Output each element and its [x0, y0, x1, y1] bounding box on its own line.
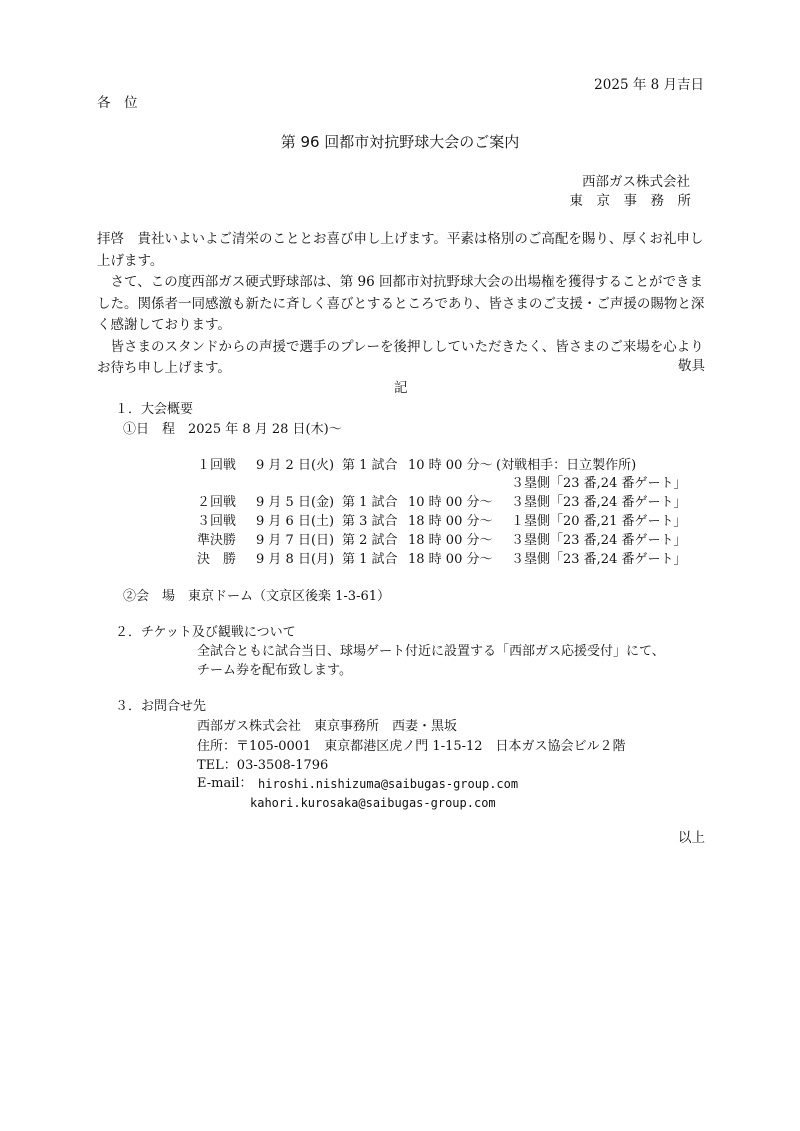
game-note: ３塁側「23 番,24 番ゲート」	[511, 495, 687, 510]
ticket-line: チーム券を配布致します。	[197, 663, 352, 678]
game-note: ３塁側「23 番,24 番ゲート」	[511, 476, 687, 491]
closing-keigu: 敬具	[678, 358, 705, 374]
game-round: 決 勝	[197, 552, 237, 567]
game-note: ３塁側「23 番,24 番ゲート」	[511, 552, 687, 567]
game-round: ３回戦	[197, 514, 237, 529]
email-link[interactable]: hiroshi.nishizuma@saibugas-group.com	[258, 777, 519, 791]
game-round: ２回戦	[197, 495, 237, 510]
game-note: (対戦相手：日立製作所)	[496, 458, 637, 473]
sender-company: 西部ガス株式会社	[582, 174, 690, 190]
game-match: 第 1 試合	[342, 458, 398, 473]
sender-office: 東 京 事 務 所	[569, 193, 691, 209]
game-note: １塁側「20 番,21 番ゲート」	[511, 514, 687, 529]
game-date: 9 月 6 日(土)	[256, 514, 335, 529]
game-time: 18 時 00 分～	[408, 552, 493, 567]
game-round: 準決勝	[197, 533, 237, 548]
document-date: 2025 年 8 月吉日	[594, 77, 704, 93]
body-paragraph: 皆さまのスタンドからの声援で選手のプレーを後押ししていただきたく、皆さまのご来場を心よりお待ち申し上げます。	[97, 338, 704, 376]
body-paragraph: さて、この度西部ガス硬式野球部は、第 96 回都市対抗野球大会の出場権を獲得することができました。関係者一同感激も新たに斉しく喜びとするところであり、皆さまのご支援・ご声援の賜物と深く感謝しております。	[97, 274, 705, 333]
game-match: 第 1 試合	[342, 495, 398, 510]
contact-tel: TEL：03-3508-1796	[197, 758, 329, 773]
game-note: ３塁側「23 番,24 番ゲート」	[511, 533, 687, 548]
game-match: 第 2 試合	[342, 533, 398, 548]
game-time: 18 時 00 分～	[408, 533, 493, 548]
venue: ②会 場 東京ドーム（文京区後楽 1-3-61）	[123, 589, 391, 604]
game-time: 18 時 00 分～	[408, 514, 493, 529]
game-date: 9 月 5 日(金)	[256, 495, 335, 510]
game-round: １回戦	[197, 458, 237, 473]
ticket-line: 全試合ともに試合当日、球場ゲート付近に設置する「西部ガス応援受付」にて、	[197, 644, 665, 659]
section3-heading: ３．お問合せ先	[115, 699, 207, 714]
game-time: 10 時 00 分～	[408, 458, 493, 473]
game-date: 9 月 8 日(月)	[256, 552, 335, 567]
game-match: 第 3 試合	[342, 514, 398, 529]
section1-heading: １．大会概要	[115, 402, 194, 417]
email-label: E-mail：	[197, 776, 253, 791]
ki-marker: 記	[394, 380, 408, 396]
document-title: 第 96 回都市対抗野球大会のご案内	[280, 133, 520, 151]
letter-body	[97, 229, 709, 380]
addressee: 各 位	[97, 95, 138, 111]
game-date: 9 月 7 日(日)	[256, 533, 335, 548]
closing-ijo: 以上	[678, 830, 705, 846]
contact-name: 西部ガス株式会社 東京事務所 西妻・黒坂	[197, 719, 458, 734]
email-link[interactable]: kahori.kurosaka@saibugas-group.com	[250, 796, 496, 810]
contact-address: 住所：〒105-0001 東京都港区虎ノ門 1-15-12 日本ガス協会ビル２階	[197, 739, 626, 754]
game-date: 9 月 2 日(火)	[256, 458, 335, 473]
game-match: 第 1 試合	[342, 552, 398, 567]
body-paragraph: 拝啓 貴社いよいよご清栄のこととお喜び申し上げます。平素は格別のご高配を賜り、厚くお礼申し上げます。	[97, 231, 704, 269]
game-time: 10 時 00 分～	[408, 495, 493, 510]
section2-heading: ２．チケット及び観戦について	[115, 625, 296, 640]
schedule-label: ①日 程 2025 年 8 月 28 日(木)～	[123, 422, 342, 437]
